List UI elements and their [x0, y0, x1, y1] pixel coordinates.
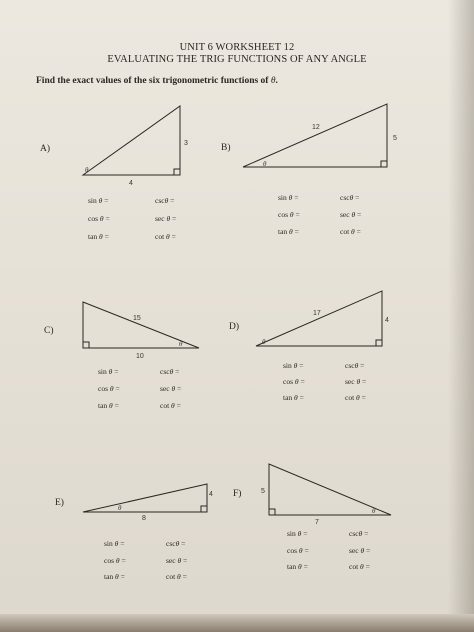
- tan-row: tan θ =: [283, 393, 304, 402]
- cot-row: cot θ =: [166, 572, 187, 581]
- cot-row: cot θ =: [155, 232, 176, 241]
- problem-label-b: B): [221, 143, 231, 153]
- cot-row: cot θ =: [345, 393, 366, 402]
- csc-row: cscθ =: [345, 361, 365, 370]
- sec-row: sec θ =: [166, 556, 188, 565]
- triangle-e: [83, 484, 207, 512]
- sin-row: sin θ =: [88, 196, 109, 205]
- triangle-b: [243, 104, 387, 167]
- angle-label-e: θ: [118, 504, 122, 512]
- sec-row: sec θ =: [340, 210, 362, 219]
- problem-label-e: E): [55, 498, 64, 508]
- sec-row: sec θ =: [349, 546, 371, 555]
- side-label-e-base: 8: [142, 515, 146, 522]
- instructions-theta: θ: [270, 76, 276, 86]
- tan-row: tan θ =: [104, 572, 125, 581]
- side-label-c-base: 10: [136, 353, 144, 360]
- csc-row: cscθ =: [349, 529, 369, 538]
- cot-row: cot θ =: [349, 562, 370, 571]
- worksheet-title: UNIT 6 WORKSHEET 12: [179, 42, 295, 53]
- side-label-b-hyp: 12: [312, 124, 320, 131]
- sec-row: sec θ =: [345, 377, 367, 386]
- sin-row: sin θ =: [98, 367, 119, 376]
- side-label-c-hyp: 15: [133, 315, 141, 322]
- angle-label-b: θ: [263, 160, 267, 168]
- csc-row: cscθ =: [340, 193, 360, 202]
- instructions-text: Find the exact values of the six trigonometric functions of: [36, 76, 269, 86]
- angle-label-d: θ: [262, 338, 266, 346]
- side-label-b-vertical: 5: [393, 135, 397, 142]
- cos-row: cos θ =: [88, 214, 110, 223]
- csc-row: cscθ =: [166, 539, 186, 548]
- angle-label-a: θ: [85, 166, 89, 174]
- problem-label-a: A): [40, 144, 51, 154]
- cos-row: cos θ =: [98, 384, 120, 393]
- side-label-e-vertical: 4: [209, 491, 213, 498]
- cos-row: cos θ =: [283, 377, 305, 386]
- cot-row: cot θ =: [340, 227, 361, 236]
- angle-label-c: θ: [179, 340, 183, 348]
- side-label-f-vertical: 5: [261, 488, 265, 495]
- tan-row: tan θ =: [287, 562, 308, 571]
- instructions-end: .: [275, 76, 278, 86]
- sin-row: sin θ =: [104, 539, 125, 548]
- sin-row: sin θ =: [287, 529, 308, 538]
- side-label-a-base: 4: [129, 180, 133, 187]
- csc-row: cscθ =: [155, 196, 175, 205]
- problem-label-d: D): [229, 322, 240, 332]
- side-label-a-vertical: 3: [184, 140, 188, 147]
- angle-label-f: θ: [372, 507, 376, 515]
- cot-row: cot θ =: [160, 401, 181, 410]
- cos-row: cos θ =: [104, 556, 126, 565]
- side-label-d-hyp: 17: [313, 310, 321, 317]
- side-label-d-vertical: 4: [385, 317, 389, 324]
- triangle-a: [83, 106, 180, 175]
- sec-row: sec θ =: [160, 384, 182, 393]
- csc-row: cscθ =: [160, 367, 180, 376]
- problem-label-f: F): [233, 489, 242, 499]
- sin-row: sin θ =: [283, 361, 304, 370]
- problem-label-c: C): [44, 326, 54, 336]
- side-label-f-base: 7: [315, 519, 319, 526]
- worksheet-subtitle: EVALUATING THE TRIG FUNCTIONS OF ANY ANGLE: [107, 54, 367, 65]
- cos-row: cos θ =: [287, 546, 309, 555]
- triangle-d: [256, 291, 382, 346]
- sec-row: sec θ =: [155, 214, 177, 223]
- cos-row: cos θ =: [278, 210, 300, 219]
- sin-row: sin θ =: [278, 193, 299, 202]
- tan-row: tan θ =: [88, 232, 109, 241]
- tan-row: tan θ =: [278, 227, 299, 236]
- tan-row: tan θ =: [98, 401, 119, 410]
